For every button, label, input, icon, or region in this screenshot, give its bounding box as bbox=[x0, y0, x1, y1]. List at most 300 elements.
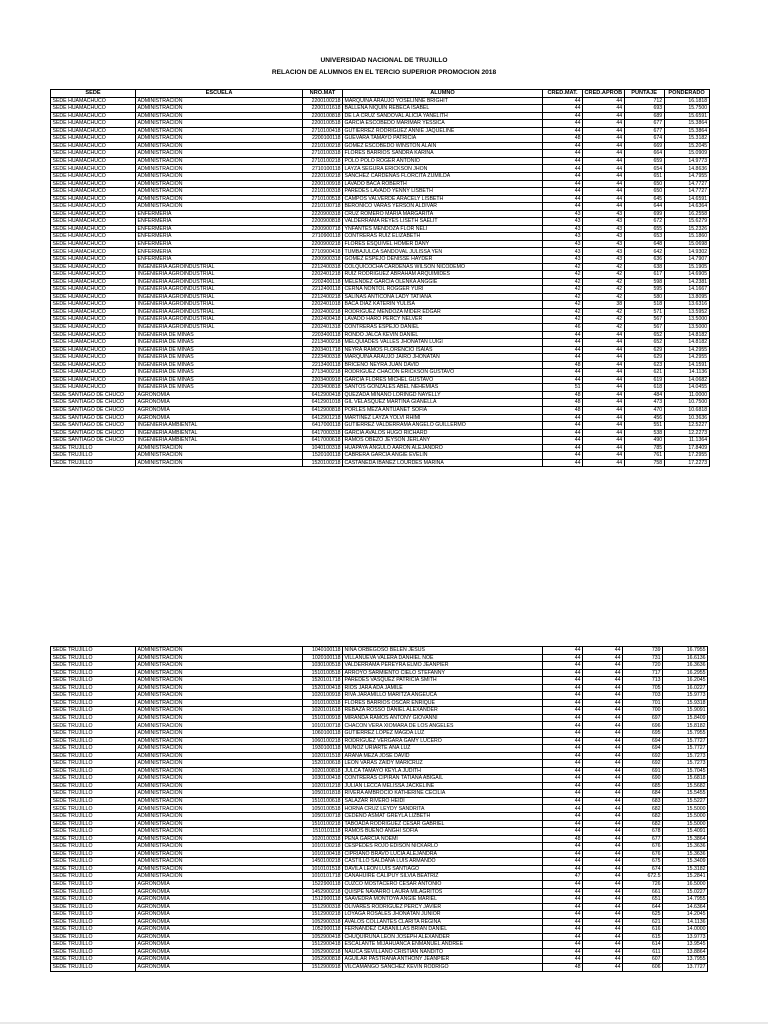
alumno-cell: NAUCA SEVILLANO CRISTIAN NANDITO bbox=[343, 948, 543, 956]
cred-aprob-cell: 44 bbox=[583, 775, 623, 783]
cred-mat-cell: 44 bbox=[543, 120, 583, 128]
escuela-cell: INGENIERIA AGROINDUSTRIAL bbox=[136, 316, 303, 324]
escuela-cell: ADMINISTRACION bbox=[136, 662, 303, 670]
puntaje-cell: 731 bbox=[623, 654, 663, 662]
ponderado-cell: 12.5227 bbox=[664, 422, 709, 430]
nro-mat-cell: 2210100718 bbox=[303, 203, 343, 211]
escuela-cell: ADMINISTRACION bbox=[136, 452, 303, 460]
puntaje-cell: 595 bbox=[624, 286, 664, 294]
ponderado-cell: 14.7955 bbox=[663, 896, 708, 904]
table-row bbox=[51, 896, 708, 904]
puntaje-cell: 618 bbox=[624, 384, 664, 392]
ponderado-cell: 14.7727 bbox=[664, 180, 709, 188]
alumno-cell: MARQUINA ARAUJO JAIRO JHONATAN bbox=[343, 354, 543, 362]
cred-mat-cell: 42 bbox=[543, 308, 583, 316]
cred-mat-cell: 44 bbox=[543, 452, 583, 460]
cred-aprob-cell: 44 bbox=[583, 941, 623, 949]
puntaje-cell: 645 bbox=[624, 195, 664, 203]
table-row bbox=[51, 805, 708, 813]
cred-mat-cell: 44 bbox=[543, 948, 583, 956]
ponderado-cell: 15.6591 bbox=[664, 112, 709, 120]
cred-aprob-cell: 43 bbox=[583, 256, 625, 264]
puntaje-cell: 675 bbox=[623, 858, 663, 866]
cred-mat-cell: 44 bbox=[543, 775, 583, 783]
nro-mat-cell: 1052900318 bbox=[303, 918, 343, 926]
table-row bbox=[51, 256, 710, 264]
nro-mat-cell: 2202401318 bbox=[303, 323, 343, 331]
sede-cell: SEDE TRUJILLO bbox=[51, 699, 136, 707]
alumno-cell: GOMEZ ESCOBEDO WINSTON ALAIN bbox=[343, 142, 543, 150]
cred-mat-cell: 44 bbox=[543, 684, 583, 692]
ponderado-cell: 14.8182 bbox=[664, 339, 709, 347]
cred-mat-cell: 42 bbox=[543, 278, 583, 286]
ponderado-cell: 15.8182 bbox=[663, 722, 708, 730]
ponderado-cell: 14.6364 bbox=[664, 203, 709, 211]
cred-aprob-cell: 44 bbox=[583, 399, 625, 407]
nro-mat-cell: 1020100918 bbox=[303, 692, 343, 700]
table-row bbox=[51, 97, 710, 105]
sede-cell: SEDE HUAMACHUCO bbox=[51, 301, 136, 309]
alumno-cell: OLIVARES RODRIGUEZ PERCY JAVIER bbox=[343, 903, 543, 911]
puntaje-cell: 689 bbox=[624, 112, 664, 120]
cred-aprob-cell: 44 bbox=[583, 805, 623, 813]
ponderado-cell: 17.2273 bbox=[664, 459, 709, 467]
ponderado-cell: 15.7500 bbox=[664, 105, 709, 113]
cred-aprob-cell: 44 bbox=[583, 850, 623, 858]
ponderado-cell: 15.3182 bbox=[663, 865, 708, 873]
nro-mat-cell: 6417000318 bbox=[303, 429, 343, 437]
puntaje-cell: 677 bbox=[623, 835, 663, 843]
cred-aprob-cell: 42 bbox=[583, 278, 625, 286]
alumno-cell: YNFANTES MENDOZA FLOR NELI bbox=[343, 225, 543, 233]
cred-aprob-cell: 44 bbox=[583, 903, 623, 911]
escuela-cell: ADMINISTRACION bbox=[136, 459, 303, 467]
ponderado-cell: 10.6818 bbox=[664, 406, 709, 414]
table-row bbox=[51, 828, 708, 836]
alumno-cell: CHACON VERA XIOMARA DE LOS ANGELES bbox=[343, 722, 543, 730]
puntaje-cell: 651 bbox=[623, 896, 663, 904]
cred-aprob-cell: 43 bbox=[583, 248, 625, 256]
alumno-cell: MARTINEZ LAYZA YOLVI RHIMI bbox=[343, 414, 543, 422]
sede-cell: SEDE HUAMACHUCO bbox=[51, 173, 136, 181]
puntaje-cell: 625 bbox=[623, 911, 663, 919]
nro-mat-cell: 2213400118 bbox=[303, 361, 343, 369]
escuela-cell: INGENIERIA AGROINDUSTRIAL bbox=[136, 271, 303, 279]
nro-mat-cell: 2212400218 bbox=[303, 293, 343, 301]
table-row bbox=[51, 437, 710, 445]
table-row bbox=[51, 692, 708, 700]
cred-aprob-cell: 44 bbox=[583, 662, 623, 670]
nro-mat-cell: 2210100318 bbox=[303, 188, 343, 196]
cred-mat-cell: 44 bbox=[543, 429, 583, 437]
sede-cell: SEDE TRUJILLO bbox=[51, 452, 136, 460]
alumno-cell: CAMPOS VALVERDE ARACELY LISBETH bbox=[343, 195, 543, 203]
cred-aprob-cell: 44 bbox=[583, 737, 623, 745]
sede-cell: SEDE SANTIAGO DE CHUCO bbox=[51, 406, 136, 414]
cred-aprob-cell: 44 bbox=[583, 203, 625, 211]
table-row bbox=[51, 963, 708, 971]
cred-mat-cell: 44 bbox=[543, 858, 583, 866]
nro-mat-cell: 1512900118 bbox=[303, 896, 343, 904]
escuela-cell: INGENIERIA AMBIENTAL bbox=[136, 437, 303, 445]
alumno-cell: MUÑOZ URIARTE ANA LUZ bbox=[343, 745, 543, 753]
sede-cell: SEDE TRUJILLO bbox=[51, 820, 136, 828]
nro-mat-cell: 2200900318 bbox=[303, 256, 343, 264]
table-row bbox=[51, 714, 708, 722]
puntaje-cell: 700 bbox=[623, 707, 663, 715]
nro-mat-cell: 1520100218 bbox=[303, 459, 343, 467]
table-row bbox=[51, 293, 710, 301]
ponderado-cell: 13.8864 bbox=[663, 948, 708, 956]
ponderado-cell: 14.7955 bbox=[664, 173, 709, 181]
table-row bbox=[51, 263, 710, 271]
alumno-cell: LEON VARAS ZAIDY MARICRUZ bbox=[343, 760, 543, 768]
cred-aprob-cell: 44 bbox=[583, 880, 623, 888]
puntaje-cell: 678 bbox=[623, 828, 663, 836]
nro-mat-cell: 1020101518 bbox=[303, 752, 343, 760]
alumno-cell: FLORES BARRIOS OSCAR ENRIQUE bbox=[343, 699, 543, 707]
alumno-cell: RAMOS OBEZO JEYSON JERLANY bbox=[343, 437, 543, 445]
cred-aprob-cell: 44 bbox=[583, 669, 623, 677]
nro-mat-cell: 2223400318 bbox=[303, 354, 343, 362]
ponderado-cell: 14.1591 bbox=[664, 361, 709, 369]
nro-mat-cell: 2200100918 bbox=[303, 180, 343, 188]
table-row bbox=[51, 737, 708, 745]
sede-cell: SEDE TRUJILLO bbox=[51, 865, 136, 873]
cred-aprob-cell: 42 bbox=[583, 286, 625, 294]
alumno-cell: RIVA JARAMILLO MARITZA ANGEUCA bbox=[343, 692, 543, 700]
nro-mat-cell: 2200100818 bbox=[303, 112, 343, 120]
alumno-cell: GUTIERREZ RODRIGUEZ ANNIE JAQUELINE bbox=[343, 127, 543, 135]
nro-mat-cell: 2202401218 bbox=[303, 271, 343, 279]
cred-aprob-cell: 43 bbox=[583, 225, 625, 233]
nro-mat-cell: 1510100518 bbox=[303, 669, 343, 677]
puntaje-cell: 717 bbox=[623, 669, 663, 677]
sede-cell: SEDE HUAMACHUCO bbox=[51, 165, 136, 173]
nro-mat-cell: 1512900918 bbox=[303, 963, 343, 971]
cred-mat-cell: 44 bbox=[543, 127, 583, 135]
cred-aprob-cell: 44 bbox=[583, 948, 623, 956]
table-row bbox=[51, 730, 708, 738]
cred-mat-cell: 44 bbox=[543, 782, 583, 790]
sede-cell: SEDE HUAMACHUCO bbox=[51, 120, 136, 128]
table-row bbox=[51, 406, 710, 414]
ponderado-cell: 13.7727 bbox=[663, 963, 708, 971]
cred-aprob-cell: 43 bbox=[583, 240, 625, 248]
ponderado-cell: 16.2045 bbox=[663, 677, 708, 685]
sede-cell: SEDE HUAMACHUCO bbox=[51, 105, 136, 113]
ponderado-cell: 12.2273 bbox=[664, 429, 709, 437]
table-row bbox=[51, 459, 710, 467]
table-row bbox=[51, 767, 708, 775]
cred-mat-cell: 42 bbox=[543, 301, 583, 309]
nro-mat-cell: 2710900118 bbox=[303, 233, 343, 241]
puntaje-cell: 669 bbox=[624, 142, 664, 150]
escuela-cell: ADMINISTRACION bbox=[136, 669, 303, 677]
escuela-cell: ENFERMERIA bbox=[136, 240, 303, 248]
table-row bbox=[51, 316, 710, 324]
university-title: UNIVERSIDAD NACIONAL DE TRUJILLO bbox=[320, 57, 448, 64]
sede-cell: SEDE TRUJILLO bbox=[51, 873, 136, 881]
cred-aprob-cell: 44 bbox=[583, 354, 625, 362]
table-row bbox=[51, 760, 708, 768]
report-subtitle: RELACION DE ALUMNOS EN EL TERCIO SUPERIOR PROMOCION 2018 bbox=[271, 69, 497, 76]
nro-mat-cell: 1520101718 bbox=[303, 677, 343, 685]
header-cred-mat: CRED.MAT. bbox=[543, 90, 583, 98]
nro-mat-cell: 2710100518 bbox=[303, 195, 343, 203]
escuela-cell: ENFERMERIA bbox=[136, 233, 303, 241]
header-ponderado: PONDERADO bbox=[664, 90, 709, 98]
cred-mat-cell: 44 bbox=[543, 828, 583, 836]
escuela-cell: INGENIERIA DE MINAS bbox=[136, 376, 303, 384]
cred-mat-cell: 44 bbox=[543, 369, 583, 377]
ponderado-cell: 14.6905 bbox=[664, 271, 709, 279]
alumno-cell: ESCALANTE MIJAHUANCA ENMANUEL ANDREE bbox=[343, 941, 543, 949]
puntaje-cell: 703 bbox=[623, 692, 663, 700]
alumno-cell: NINA ORBEGOSO BELEN JESUS bbox=[343, 647, 543, 655]
table-row bbox=[51, 429, 710, 437]
ponderado-cell: 13.9545 bbox=[663, 941, 708, 949]
escuela-cell: ADMINISTRACION bbox=[136, 714, 303, 722]
cred-mat-cell: 44 bbox=[543, 956, 583, 964]
cred-mat-cell: 44 bbox=[543, 933, 583, 941]
nro-mat-cell: 1040100118 bbox=[303, 647, 343, 655]
table-row bbox=[51, 873, 708, 881]
cred-mat-cell: 44 bbox=[543, 722, 583, 730]
escuela-cell: INGENIERIA DE MINAS bbox=[136, 369, 303, 377]
nro-mat-cell: 1510100918 bbox=[303, 714, 343, 722]
cred-aprob-cell: 44 bbox=[583, 865, 623, 873]
cred-mat-cell: 44 bbox=[543, 714, 583, 722]
alumno-cell: ARROYO SARMIENTO CIELO STEFANNY bbox=[343, 669, 543, 677]
cred-aprob-cell: 42 bbox=[583, 323, 625, 331]
nro-mat-cell: 1510100618 bbox=[303, 797, 343, 805]
cred-mat-cell: 48 bbox=[543, 406, 583, 414]
nro-mat-cell: 1930100118 bbox=[303, 745, 343, 753]
nro-mat-cell: 2220900318 bbox=[303, 210, 343, 218]
escuela-cell: INGENIERIA DE MINAS bbox=[136, 361, 303, 369]
nro-mat-cell: 1450100218 bbox=[303, 858, 343, 866]
alumno-cell: CERNA NONTOL ROGGER YURI bbox=[343, 286, 543, 294]
cred-mat-cell: 44 bbox=[543, 820, 583, 828]
puntaje-cell: 691 bbox=[623, 767, 663, 775]
puntaje-cell: 677 bbox=[624, 120, 664, 128]
alumno-cell: REBAZA ROSSO DANIEL ALEXANDER bbox=[343, 707, 543, 715]
ponderado-cell: 14.1136 bbox=[664, 369, 709, 377]
alumno-cell: VALDERRAMA PEREYRA ELMO JEANPIER bbox=[343, 662, 543, 670]
table-row bbox=[51, 775, 708, 783]
cred-aprob-cell: 44 bbox=[583, 135, 625, 143]
cred-aprob-cell: 44 bbox=[583, 714, 623, 722]
cred-aprob-cell: 44 bbox=[583, 112, 625, 120]
cred-aprob-cell: 44 bbox=[583, 692, 623, 700]
cred-mat-cell: 44 bbox=[543, 331, 583, 339]
puntaje-cell: 621 bbox=[623, 918, 663, 926]
ponderado-cell: 15.5227 bbox=[663, 797, 708, 805]
alumno-cell: SANTOS GONZALES ABEL NEHEMIAS bbox=[343, 384, 543, 392]
table-row bbox=[51, 120, 710, 128]
sede-cell: SEDE TRUJILLO bbox=[51, 654, 136, 662]
puntaje-cell: 617 bbox=[624, 271, 664, 279]
sede-cell: SEDE HUAMACHUCO bbox=[51, 157, 136, 165]
cred-mat-cell: 44 bbox=[543, 203, 583, 211]
escuela-cell: AGRONOMIA bbox=[136, 391, 303, 399]
table-row bbox=[51, 707, 708, 715]
nro-mat-cell: 1060100218 bbox=[303, 737, 343, 745]
puntaje-cell: 720 bbox=[623, 662, 663, 670]
puntaje-cell: 638 bbox=[624, 263, 664, 271]
alumno-cell: HUAPAYA ANGULO AARON ALEJANDRO bbox=[343, 444, 543, 452]
cred-mat-cell: 44 bbox=[543, 850, 583, 858]
cred-mat-cell: 44 bbox=[543, 692, 583, 700]
nro-mat-cell: 2202400118 bbox=[303, 278, 343, 286]
escuela-cell: ADMINISTRACION bbox=[136, 112, 303, 120]
sede-cell: SEDE HUAMACHUCO bbox=[51, 240, 136, 248]
cred-mat-cell: 44 bbox=[543, 112, 583, 120]
table-row bbox=[51, 218, 710, 226]
escuela-cell: AGRONOMIA bbox=[136, 941, 303, 949]
ponderado-cell: 15.7273 bbox=[663, 760, 708, 768]
ponderado-cell: 14.1667 bbox=[664, 286, 709, 294]
cred-aprob-cell: 44 bbox=[583, 873, 623, 881]
alumno-cell: CESPEDES ROJO EDISON NICKARLO bbox=[343, 843, 543, 851]
cred-aprob-cell: 42 bbox=[583, 308, 625, 316]
cred-aprob-cell: 44 bbox=[583, 406, 625, 414]
cred-aprob-cell: 44 bbox=[583, 730, 623, 738]
table-row bbox=[51, 188, 710, 196]
escuela-cell: ADMINISTRACION bbox=[136, 835, 303, 843]
alumno-cell: CIPRIANO BRAVO LUCIA ALEJANDRA bbox=[343, 850, 543, 858]
cred-mat-cell: 48 bbox=[543, 835, 583, 843]
cred-mat-cell: 42 bbox=[543, 316, 583, 324]
cred-mat-cell: 44 bbox=[543, 865, 583, 873]
cred-mat-cell: 44 bbox=[543, 737, 583, 745]
sede-cell: SEDE HUAMACHUCO bbox=[51, 376, 136, 384]
cred-aprob-cell: 42 bbox=[583, 271, 625, 279]
escuela-cell: AGRONOMIA bbox=[136, 911, 303, 919]
puntaje-cell: 551 bbox=[624, 422, 664, 430]
alumno-cell: JULCA TAMAYO KEYLA JUDITH bbox=[343, 767, 543, 775]
ponderado-cell: 15.0227 bbox=[663, 888, 708, 896]
escuela-cell: ADMINISTRACION bbox=[136, 797, 303, 805]
escuela-cell: ADMINISTRACION bbox=[136, 188, 303, 196]
cred-mat-cell: 43 bbox=[543, 256, 583, 264]
alumno-cell: POLO POLO ROGER ANTONIO bbox=[343, 157, 543, 165]
sede-cell: SEDE HUAMACHUCO bbox=[51, 339, 136, 347]
ponderado-cell: 14.0682 bbox=[664, 376, 709, 384]
sede-cell: SEDE TRUJILLO bbox=[51, 948, 136, 956]
alumno-cell: SANCHEZ CARDENAS FLORCITA ZUMILDA bbox=[343, 173, 543, 181]
sede-cell: SEDE TRUJILLO bbox=[51, 963, 136, 971]
puntaje-cell: 636 bbox=[624, 256, 664, 264]
nro-mat-cell: 2202400418 bbox=[303, 316, 343, 324]
table-row bbox=[51, 135, 710, 143]
nro-mat-cell: 1020101618 bbox=[303, 707, 343, 715]
nro-mat-cell: 1452900218 bbox=[303, 888, 343, 896]
table-row bbox=[51, 782, 708, 790]
cred-aprob-cell: 43 bbox=[583, 233, 625, 241]
cred-aprob-cell: 44 bbox=[583, 963, 623, 971]
nro-mat-cell: 1512900418 bbox=[303, 941, 343, 949]
table-row bbox=[51, 926, 708, 934]
cred-mat-cell: 44 bbox=[543, 790, 583, 798]
escuela-cell: AGRONOMIA bbox=[136, 888, 303, 896]
nro-mat-cell: 2710100218 bbox=[303, 157, 343, 165]
ponderado-cell: 15.7273 bbox=[663, 752, 708, 760]
escuela-cell: AGRONOMIA bbox=[136, 399, 303, 407]
puntaje-cell: 712 bbox=[624, 97, 664, 105]
escuela-cell: ADMINISTRACION bbox=[136, 737, 303, 745]
cred-mat-cell: 44 bbox=[543, 843, 583, 851]
nro-mat-cell: 2203400118 bbox=[303, 331, 343, 339]
puntaje-cell: 674 bbox=[623, 865, 663, 873]
cred-mat-cell: 47 bbox=[543, 873, 583, 881]
puntaje-cell: 567 bbox=[624, 323, 664, 331]
table-row bbox=[51, 888, 708, 896]
table-row bbox=[51, 669, 708, 677]
cred-mat-cell: 44 bbox=[543, 180, 583, 188]
ponderado-cell: 14.9302 bbox=[664, 248, 709, 256]
puntaje-cell: 701 bbox=[623, 699, 663, 707]
puntaje-cell: 616 bbox=[623, 926, 663, 934]
cred-aprob-cell: 44 bbox=[583, 180, 625, 188]
puntaje-cell: 642 bbox=[624, 248, 664, 256]
cred-aprob-cell: 42 bbox=[583, 316, 625, 324]
puntaje-cell: 653 bbox=[624, 233, 664, 241]
alumno-cell: PAREDES VASQUEZ PATRICIA SMITH bbox=[343, 677, 543, 685]
sede-cell: SEDE HUAMACHUCO bbox=[51, 225, 136, 233]
alumno-cell: RODRIGUEZ MENDOZA MIDER EDGAR bbox=[343, 308, 543, 316]
sede-cell: SEDE HUAMACHUCO bbox=[51, 384, 136, 392]
escuela-cell: ADMINISTRACION bbox=[136, 782, 303, 790]
nro-mat-cell: 1052900118 bbox=[303, 926, 343, 934]
sede-cell: SEDE HUAMACHUCO bbox=[51, 263, 136, 271]
alumno-cell: QUEZADA MIÑANO LORINGD NAYELLY bbox=[343, 391, 543, 399]
sede-cell: SEDE SANTIAGO DE CHUCO bbox=[51, 391, 136, 399]
nro-mat-cell: 1010100718 bbox=[303, 722, 343, 730]
cred-aprob-cell: 44 bbox=[583, 926, 623, 934]
puntaje-cell: 692 bbox=[623, 752, 663, 760]
table-row bbox=[51, 339, 710, 347]
escuela-cell: ADMINISTRACION bbox=[136, 692, 303, 700]
escuela-cell: ADMINISTRACION bbox=[136, 135, 303, 143]
escuela-cell: AGRONOMIA bbox=[136, 933, 303, 941]
cred-mat-cell: 44 bbox=[543, 926, 583, 934]
sede-cell: SEDE TRUJILLO bbox=[51, 459, 136, 467]
table-row bbox=[51, 843, 708, 851]
sede-cell: SEDE TRUJILLO bbox=[51, 737, 136, 745]
table-row bbox=[51, 331, 710, 339]
cred-aprob-cell: 44 bbox=[583, 127, 625, 135]
sede-cell: SEDE HUAMACHUCO bbox=[51, 331, 136, 339]
sede-cell: SEDE TRUJILLO bbox=[51, 828, 136, 836]
puntaje-cell: 652 bbox=[624, 339, 664, 347]
escuela-cell: AGRONOMIA bbox=[136, 956, 303, 964]
cred-aprob-cell: 44 bbox=[583, 195, 625, 203]
escuela-cell: ADMINISTRACION bbox=[136, 150, 303, 158]
table-row bbox=[51, 391, 710, 399]
cred-mat-cell: 43 bbox=[543, 233, 583, 241]
nro-mat-cell: 1030100518 bbox=[303, 662, 343, 670]
escuela-cell: ADMINISTRACION bbox=[136, 730, 303, 738]
sede-cell: SEDE TRUJILLO bbox=[51, 797, 136, 805]
escuela-cell: INGENIERIA AMBIENTAL bbox=[136, 422, 303, 430]
ponderado-cell: 14.2955 bbox=[664, 354, 709, 362]
table-row bbox=[51, 956, 708, 964]
alumno-cell: BRICEÑO NEYRA JUAN DAVID bbox=[343, 361, 543, 369]
alumno-cell: BERONICO VARAS YERSON ALDIVAR bbox=[343, 203, 543, 211]
sede-cell: SEDE HUAMACHUCO bbox=[51, 323, 136, 331]
